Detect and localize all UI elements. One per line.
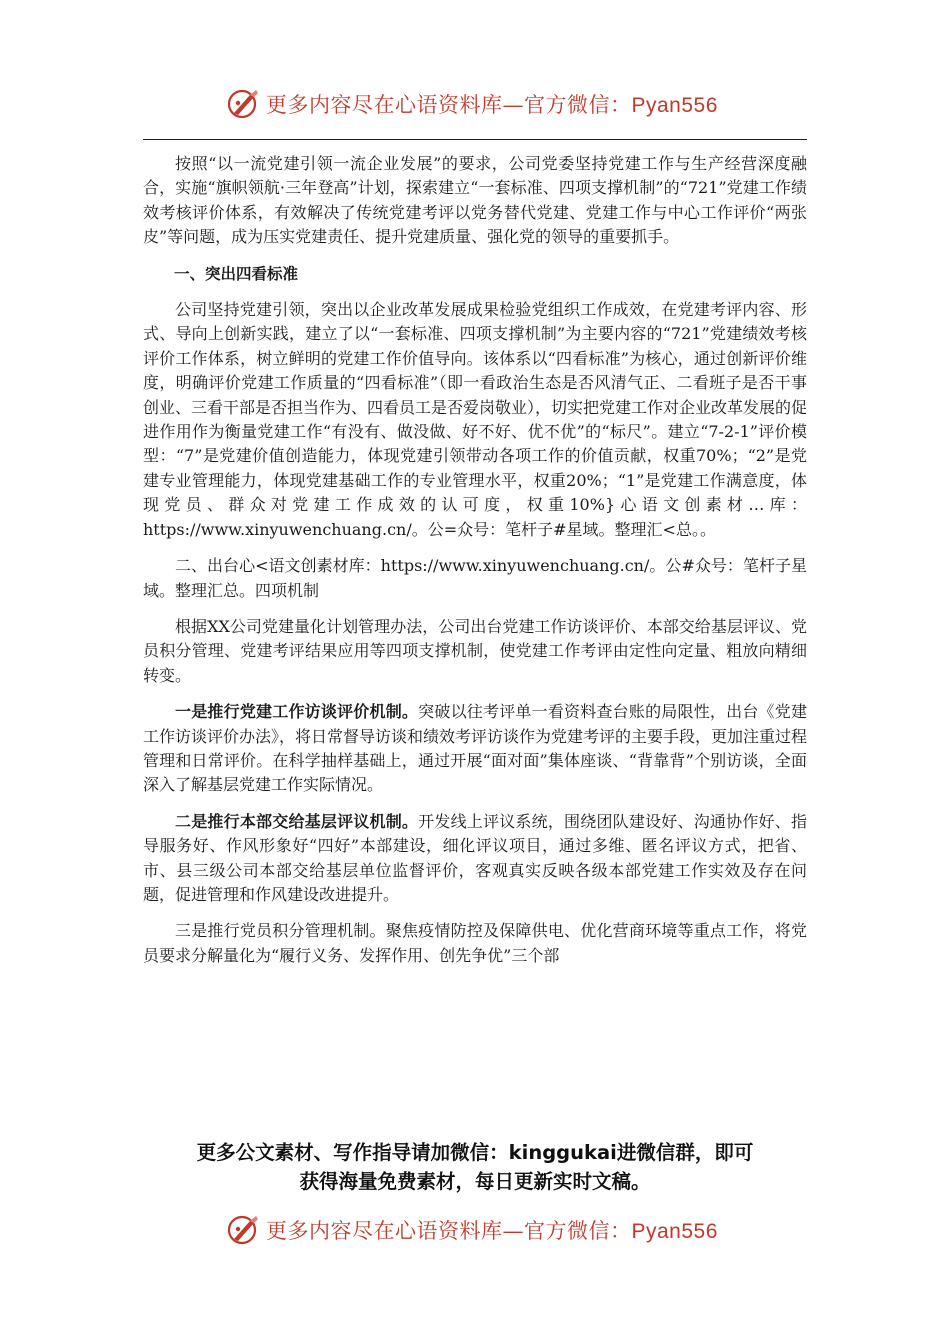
footer-logo [226, 1210, 718, 1250]
pen-circle-logo-icon [226, 1212, 262, 1248]
footer-banner-text: 更多内容尽在心语资料库—官方微信：Pyan556 [266, 1219, 718, 1243]
footer-line-2: 获得海量免费素材，每日更新实时文稿。 [299, 1170, 651, 1193]
footer-line-1: 更多公文素材、写作指导请加微信：kinggukai进微信群，即可 [196, 1141, 754, 1164]
intro-paragraph: 按照“以一流党建引领一流企业发展”的要求，公司党委坚持党建工作与生产经营深度融合，实施“旗帜领航·三年登高”计划，探索建立“一套标准、四项支撑机制”的“721”党建工作绩效考核评价体系，有效解决了传统党建考评以党务替代党建、党建工作与中心工作评价“两张皮”等问题，成为压实党建责任、提升党建质量、强化党的领导的重要抓手。 [143, 154, 807, 247]
mechanism-1-text: 突破以往考评单一看资料查台账的局限性，出台《党建工作访谈评价办法》，将日常督导访谈和绩效考评访谈作为党建考评的主要手段，更加注重过程管理和日常评价。在科学抽样基础上，通过开展“面对面”集体座谈、“背靠背”个别访谈，全面深入了解基层党建工作实际情况。 [143, 702, 808, 795]
mechanism-3-paragraph: 三是推行党员积分管理机制。聚焦疫情防控及保障供电、优化营商环境等重点工作，将党员要求分解量化为“履行义务、发挥作用、创先争优”三个部 [143, 921, 807, 965]
footer-wechat-id: Pyan556 [631, 1220, 718, 1243]
page-footer-banner [0, 1210, 950, 1250]
header-wechat-id: Pyan556 [631, 94, 718, 117]
mechanism-2-text: 开发线上评议系统，围绕团队建设好、沟通协作好、指导服务好、作风形象好“四好”本部建设，细化评议项目，通过多维、匿名评议方式，把省、市、县三级公司本部交给基层单位监督评价，客观真实反映各级本部党建工作实效及存在问题，促进管理和作风建设改进提升。 [143, 811, 807, 904]
section-1-paragraph: 公司坚持党建引领，突出以企业改革发展成果检验党组织工作成效，在党建考评内容、形式、导向上创新实践，建立了以“一套标准、四项支撑机制”为主要内容的“721”党建绩效考核评价工作体系，树立鲜明的党建工作价值导向。该体系以“四看标准”为核心，通过创新评价维度，明确评价党建工作质量的“四看标准”（即一看政治生态是否风清气正、二看班子是否干事创业、三看干部是否担当作为、四看员工是否爱岗敬业），切实把党建工作对企业改革发展的促进作用作为衡量党建工作“有没有、做没做、好不好、优不优”的“标尺”。建立“7-2-1”评价模型：“7”是党建价值创造能力，体现党建引领带动各项工作的价值贡献，权重70%；“2”是党建专业管理能力，体现党建基础工作的专业管理水平，权重20%；“1”是党建工作满意度，体现党员、群众对党建工作成效的认可度，权重10%}心语文创素材…库：https://www.xinyuwenchuang.cn/。公=众号：笔杆子#星域。整理汇<总。。 [143, 300, 808, 539]
mechanism-2-title: 二是推行本部交给基层评议机制。 [175, 811, 419, 831]
page-header [0, 84, 950, 124]
document-body [143, 152, 807, 980]
section-heading-1: 一、突出四看标准 [174, 264, 299, 283]
mechanism-2-paragraph [143, 810, 807, 908]
pen-circle-logo-icon [226, 86, 262, 122]
mechanism-1-paragraph [143, 700, 807, 798]
section-heading-2: 二、出台心<语文创素材库：https://www.xinyuwenchuang.cn/。公#众号：笔杆子星域。整理汇总。四项机制 [143, 556, 807, 600]
section-2-intro: 根据XX公司党建量化计划管理办法，公司出台党建工作访谈评价、本部交给基层评议、党员积分管理、党建考评结果应用等四项支撑机制，使党建工作考评由定性向定量、粗放向精细转变。 [143, 616, 807, 685]
header-logo [226, 84, 718, 124]
header-text: 更多内容尽在心语资料库—官方微信：Pyan556 [266, 93, 718, 117]
footer-promo [0, 1138, 950, 1196]
mechanism-1-title: 一是推行党建工作访谈评价机制。 [175, 702, 419, 722]
header-divider [143, 139, 807, 140]
